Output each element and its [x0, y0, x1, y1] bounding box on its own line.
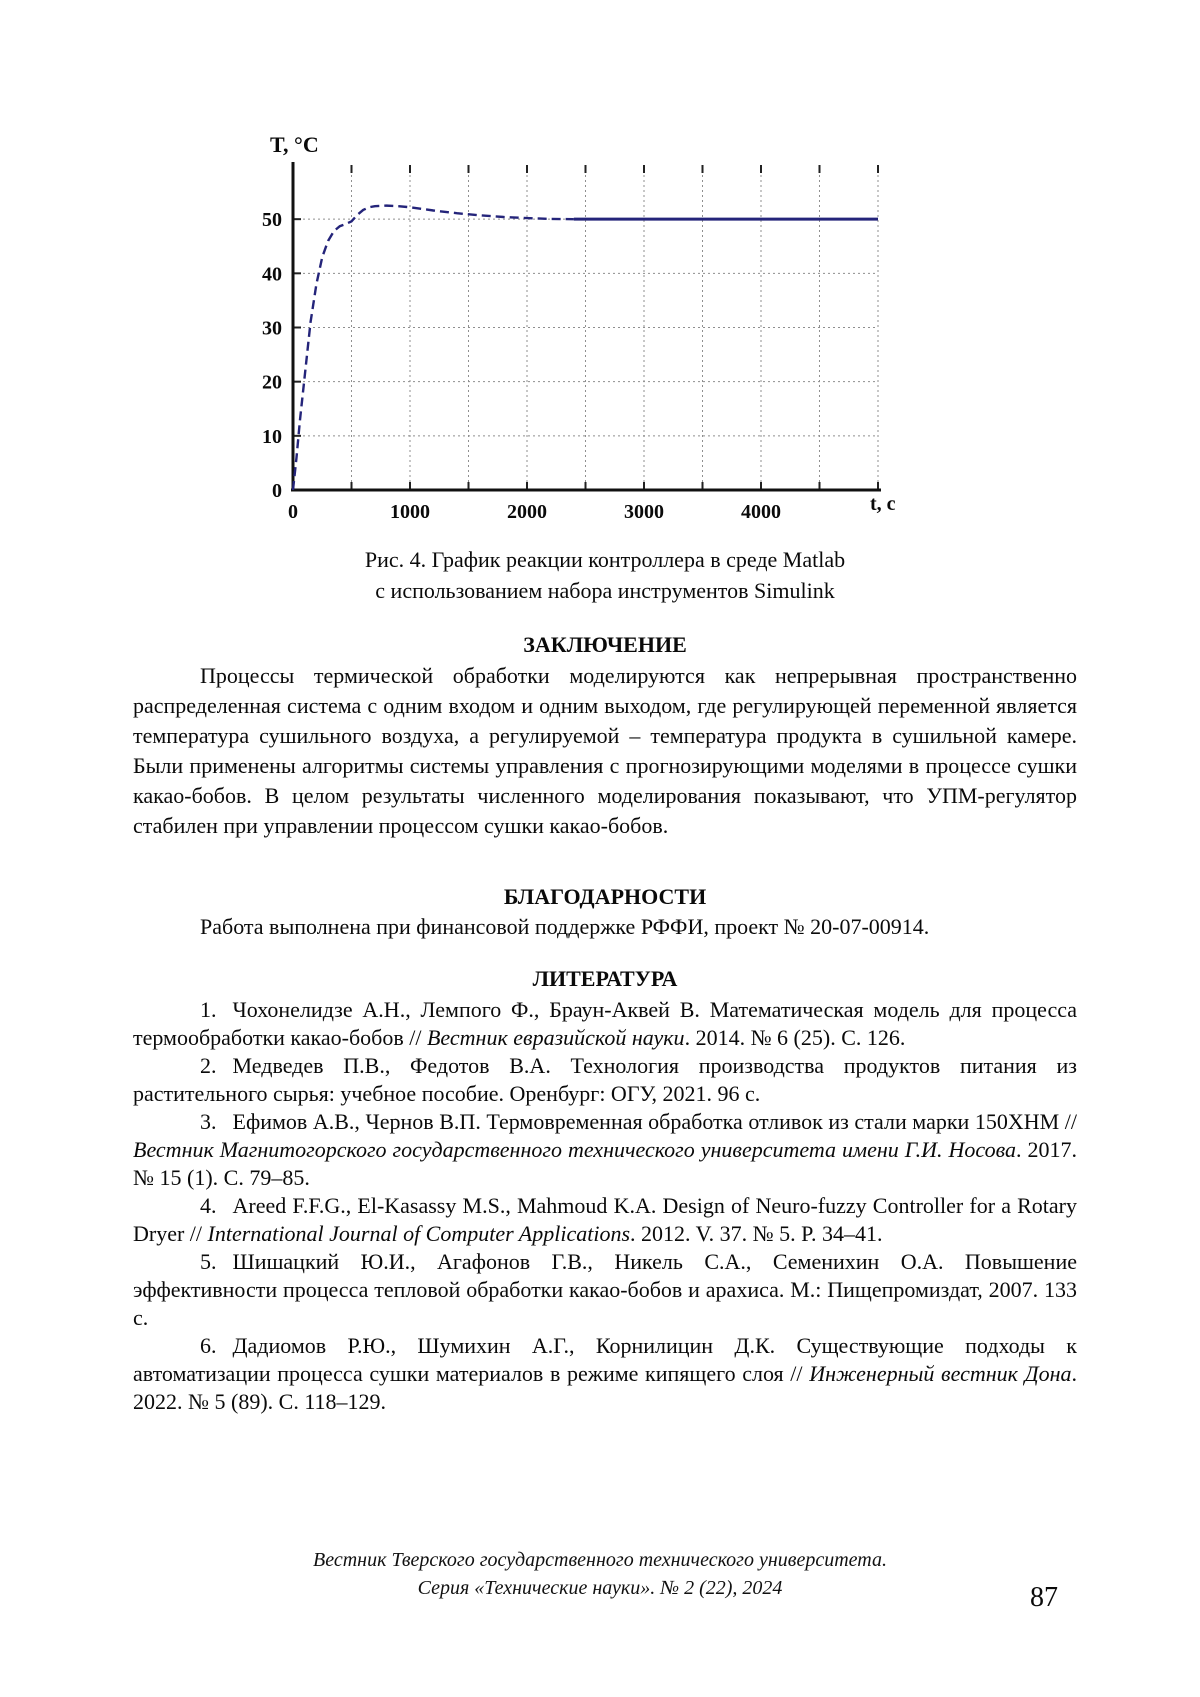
reference-number: 4. — [200, 1193, 217, 1218]
reference-text: Медведев П.В., Федотов В.А. Технология производства продуктов питания из растительного сырья: учебное пособие. Оренбург: ОГУ, 2021. 96 с. — [133, 1053, 1077, 1106]
svg-text:1000: 1000 — [390, 501, 430, 523]
svg-text:40: 40 — [262, 263, 282, 286]
reference-text: Инженерный вестник Дона — [809, 1361, 1072, 1386]
journal-footer-line2: Серия «Технические науки». № 2 (22), 2024 — [417, 1577, 783, 1599]
conclusion-heading: ЗАКЛЮЧЕНИЕ — [523, 632, 687, 657]
literature-heading: ЛИТЕРАТУРА — [532, 966, 678, 991]
reference-text: . 2014. № 6 (25). С. 126. — [684, 1025, 906, 1050]
figure-caption-line2: с использованием набора инструментов Simulink — [375, 578, 835, 603]
reference-text: Вестник Магнитогорского государственного технического университета имени Г.И. Носова — [133, 1137, 1016, 1162]
reference-number: 5. — [200, 1249, 217, 1274]
journal-footer-line1: Вестник Тверского государственного технического университета. — [313, 1549, 887, 1571]
reference-text: Ефимов А.В., Чернов В.П. Термовременная обработка отливок из стали марки 150ХНМ // — [232, 1109, 1077, 1134]
reference-text: . 2022. № 5 (89). С. 118–129. — [133, 1361, 1077, 1414]
reference-text: Чохонелидзе А.Н., Лемпого Ф., Браун-Аквей В. Математическая модель для процесса термообработки какао-бобов // — [133, 997, 1077, 1050]
reference-number: 1. — [200, 997, 217, 1022]
reference-text: . 2012. V. 37. № 5. P. 34–41. — [630, 1221, 883, 1246]
reference-number: 2. — [200, 1053, 217, 1078]
reference-text: Дадиомов Р.Ю., Шумихин А.Г., Корнилицин Д.К. Существующие подходы к автоматизации процесса сушки материалов в режиме кипящего слоя // — [133, 1333, 1077, 1386]
figure-4 — [250, 125, 910, 523]
svg-text:0: 0 — [272, 480, 282, 502]
svg-text:T, °C: T, °C — [270, 132, 319, 157]
page-number: 87 — [1030, 1582, 1058, 1613]
reference-text: International Journal of Computer Applications — [207, 1221, 630, 1246]
reference-number: 6. — [200, 1333, 217, 1358]
svg-text:30: 30 — [262, 317, 282, 340]
reference-item — [133, 996, 1077, 1052]
reference-text: Вестник евразийской науки — [426, 1025, 685, 1050]
figure-caption-line1: Рис. 4. График реакции контроллера в среде Matlab — [364, 547, 846, 572]
reference-item — [133, 1248, 1077, 1332]
svg-text:20: 20 — [262, 371, 282, 394]
reference-item — [133, 1108, 1077, 1192]
conclusion-paragraph: Процессы термической обработки моделируются как непрерывная пространственно распределенная система с одним входом и одним выходом, где регулирующей переменной является температура сушильного воздуха, а регулируемой – температура продукта в сушильной камере. Были применены алгоритмы системы управления с прогнозирующими моделями в процессе сушки какао-бобов. В целом результаты численного моделирования показывают, что УПМ-регулятор стабилен при управлении процессом сушки какао-бобов. — [133, 663, 1077, 838]
svg-text:50: 50 — [262, 209, 282, 232]
reference-text: Шишацкий Ю.И., Агафонов Г.В., Никель С.А., Семенихин О.А. Повышение эффективности процесса тепловой обработки какао-бобов и арахиса. М.: Пищепромиздат, 2007. 133 с. — [133, 1249, 1077, 1330]
reference-list — [133, 996, 1077, 1416]
controller-response-chart — [250, 125, 910, 523]
reference-item — [133, 1052, 1077, 1108]
svg-text:2000: 2000 — [507, 501, 547, 523]
acknowledgments-heading: БЛАГОДАРНОСТИ — [503, 884, 707, 909]
reference-item — [133, 1332, 1077, 1416]
reference-number: 3. — [200, 1109, 217, 1134]
figure-caption — [133, 544, 1077, 606]
reference-item — [133, 1192, 1077, 1248]
svg-text:10: 10 — [262, 425, 282, 448]
acknowledgments-text: Работа выполнена при финансовой поддержке РФФИ, проект № 20-07-00914. — [200, 914, 930, 939]
svg-text:3000: 3000 — [624, 501, 664, 523]
svg-text:t, c: t, c — [870, 493, 896, 515]
reference-text: . 2017. № 15 (1). С. 79–85. — [133, 1137, 1077, 1190]
svg-text:4000: 4000 — [741, 501, 781, 523]
svg-text:0: 0 — [288, 501, 298, 523]
reference-text: Areed F.F.G., El-Kasassy M.S., Mahmoud K.A. Design of Neuro-fuzzy Controller for a Rotary Dryer // — [133, 1193, 1077, 1246]
